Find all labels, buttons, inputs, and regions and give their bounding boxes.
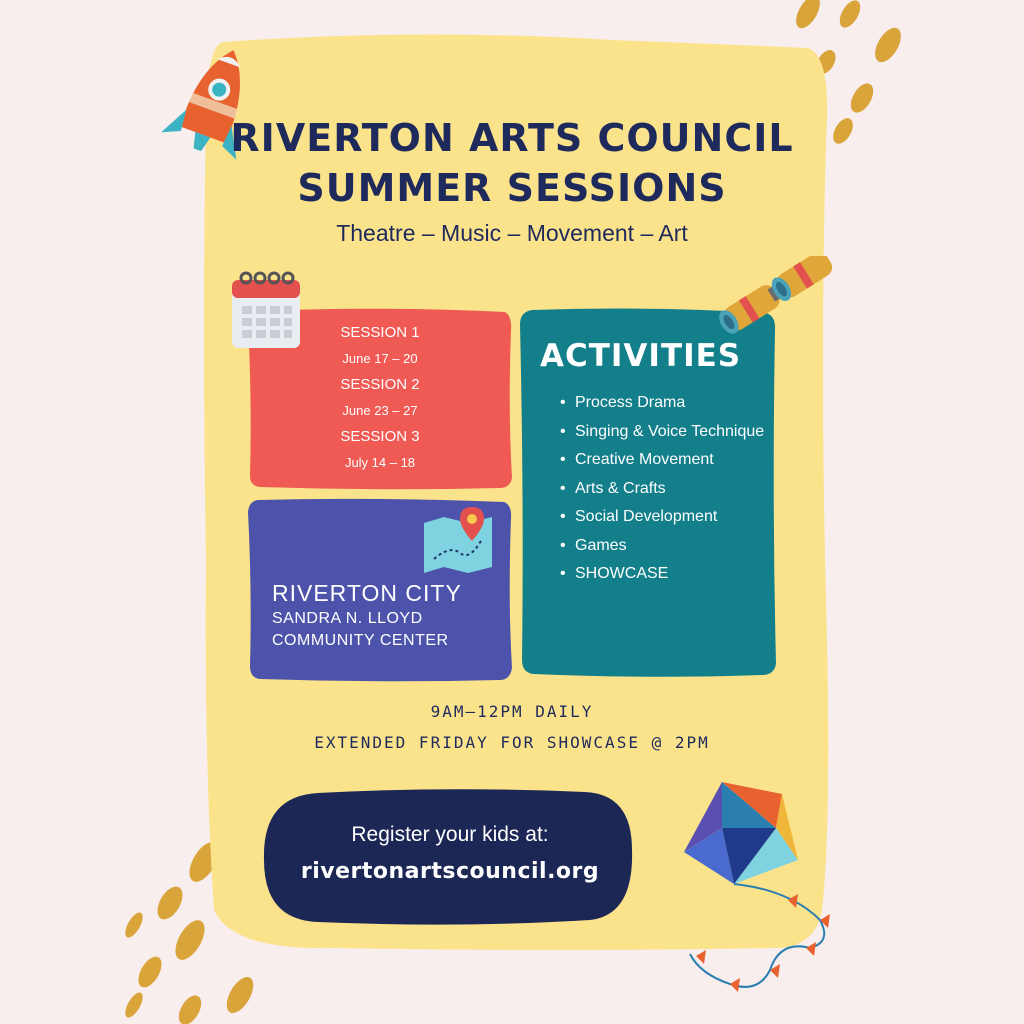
register-url-link[interactable]: rivertonartscouncil.org <box>300 859 600 884</box>
register-lead: Register your kids at: <box>351 823 549 846</box>
session-dates: July 14 – 18 <box>344 455 416 470</box>
session-label: SESSION 2 <box>340 376 420 393</box>
venue-name: SANDRA N. LLOYD <box>272 610 423 627</box>
kite-icon <box>670 770 840 1000</box>
map-pin-icon <box>420 505 496 573</box>
page-title: RIVERTON ARTS COUNCIL <box>230 116 794 160</box>
session-dates: June 17 – 20 <box>342 351 418 366</box>
session-label: SESSION 3 <box>340 428 420 445</box>
activities-title: ACTIVITIES <box>540 338 742 374</box>
activity-item: • SHOWCASE <box>558 560 768 589</box>
activity-item: • Arts & Crafts <box>558 475 768 504</box>
activity-item: • Social Development <box>558 503 768 532</box>
activity-item: • Games <box>558 532 768 561</box>
disciplines-subtitle: Theatre – Music – Movement – Art <box>336 220 688 246</box>
location-city: RIVERTON CITY <box>272 580 462 606</box>
page-title-line-2: SUMMER SESSIONS <box>297 166 727 210</box>
location-block <box>272 578 502 652</box>
activities-list <box>558 389 768 589</box>
sessions-list <box>252 322 508 478</box>
session-dates: June 23 – 27 <box>342 403 418 418</box>
session-label: SESSION 1 <box>340 324 420 341</box>
venue-type: COMMUNITY CENTER <box>272 632 449 649</box>
friday-extension: EXTENDED FRIDAY FOR SHOWCASE @ 2PM <box>314 733 710 752</box>
activity-item: • Creative Movement <box>558 446 768 475</box>
activity-item: • Singing & Voice Technique <box>558 418 768 447</box>
register-block <box>265 818 635 892</box>
daily-hours: 9AM–12PM DAILY <box>430 702 594 721</box>
activity-item: • Process Drama <box>558 389 768 418</box>
